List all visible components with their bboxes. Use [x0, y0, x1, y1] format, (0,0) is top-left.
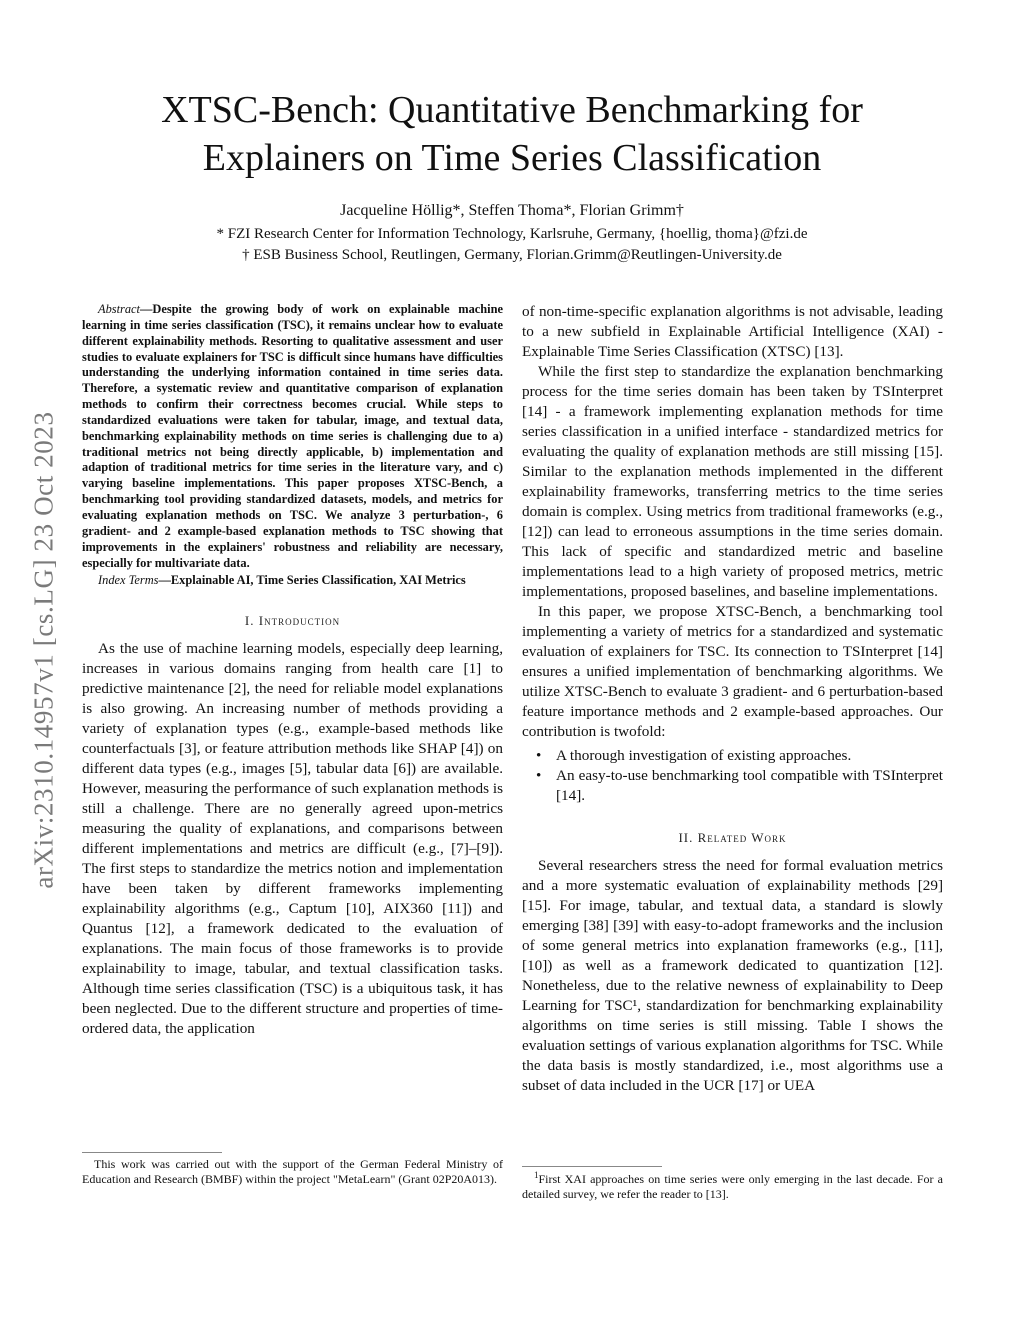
- footnote-1-text: First XAI approaches on time series were only emerging in the last decade. For a detailed survey, we refer the reader to [13].: [522, 1172, 943, 1201]
- index-terms-lead: Index Terms: [98, 573, 159, 588]
- footnote-1: [522, 1172, 943, 1202]
- funding-footnote: This work was carried out with the support of the German Federal Ministry of Education and Research (BMBF) within the project "MetaLearn" (Grant 02P20A013).: [82, 1157, 503, 1186]
- left-column: [82, 302, 503, 1039]
- introduction-paragraph-2: While the first step to standardize the explanation benchmarking process for the time series domain has been taken by TSInterpret [14] - a framework implementing explanation methods for time series classification in a unified interface - standardized metrics for evaluating the quality of explanation methods are still missing [15]. Similar to the explanation methods implemented in the different explainability frameworks, transferring metrics to the time series domain is complex. Using metrics from traditional frameworks (e.g., [12]) can lead to erroneous assumptions in the time series domain. This lack of specific and standardized metric and baseline implementations lead to a high variety of proposed metrics, metric implementations, proposed baselines, and baseline implementations.: [522, 363, 943, 600]
- section-heading-introduction: I. Introduction: [244, 613, 341, 629]
- contribution-list: [522, 746, 943, 806]
- abstract-text: —Despite the growing body of work on explainable machine learning in time series classification (TSC), it remains unclear how to evaluate different explainability methods. Resorting to qualitative assessment and user studies to evaluate explainers for TSC is difficult since humans have difficulties understanding the underlying information contained in time series data. Therefore, a systematic review and quantitative comparison of explanation methods to confirm their correctness becomes crucial. While steps to standardized evaluations were taken for tabular, image, and textual data, benchmarking explainability methods on time series is challenging due to a) traditional metrics not being directly applicable, b) implementation and adaption of traditional metrics for time series in the literature vary, and c) varying baseline implementations. This paper proposes XTSC-Bench, a benchmarking tool providing standardized datasets, models, and metrics for evaluating explanation methods on TSC. We analyze 3 perturbation-, 6 gradient- and 2 example-based explanation methods to TSC showing that improvements in the explainers' robustness and reliability are necessary, especially for multivariate data.: [82, 302, 503, 570]
- arxiv-stamp-text: arXiv:2310.14957v1 [cs.LG] 23 Oct 2023: [28, 411, 59, 889]
- introduction-paragraph-3: In this paper, we propose XTSC-Bench, a benchmarking tool implementing a variety of metrics for a standardized and systematic evaluation of explainers for TSC. Its connection to TSInterpret [14] ensures a unified implementation of benchmarking algorithms. We utilize XTSC-Bench to evaluate 3 gradient- and 6 perturbation-based feature importance methods and 2 example-based approaches. Our contribution is twofold:: [522, 603, 943, 740]
- section-heading-related-work: II. Related Work: [678, 830, 787, 845]
- paper-title: XTSC-Bench: Quantitative Benchmarking for Explainers on Time Series Classification: [161, 89, 863, 179]
- arxiv-identifier-stamp: [24, 350, 64, 950]
- list-item: • An easy-to-use benchmarking tool compatible with TSInterpret [14].: [556, 766, 943, 806]
- related-work-paragraph: Several researchers stress the need for formal evaluation metrics and a more systematic evaluation of explainability methods [29] [15]. For image, tabular, and textual data, a standard is slowly emerging [38] [39] with easy-to-adopt frameworks and the inclusion of some general metrics into explanation frameworks (e.g., [11], [10]) as well as a framework dedicated to quantization [12]. Nonetheless, due to the relative newness of explainability to Deep Learning for TSC¹, standardization for benchmarking explainability algorithms on time series is still missing. Table I shows the evaluation settings of various explanation algorithms for TSC. While the data basis is mostly standardized, i.e., most algorithms use a subset of data included in the UCR [17] or UEA: [522, 857, 943, 1094]
- list-item: • A thorough investigation of existing approaches.: [556, 746, 943, 766]
- abstract-lead: Abstract: [98, 302, 140, 316]
- right-column: [522, 302, 943, 1096]
- footnote-divider-left: [82, 1152, 222, 1153]
- index-terms-text: —Explainable AI, Time Series Classification, XAI Metrics: [158, 573, 466, 588]
- abstract: [82, 302, 503, 571]
- introduction-paragraph: As the use of machine learning models, especially deep learning, increases in various domains ranging from health care [1] to predictive maintenance [2], the need for reliable model explanations is also growing. An increasing number of methods providing a variety of explanation types (e.g., example-based methods like counterfactuals [3], or feature attribution methods like SHAP [4]) on different data types (e.g., images [5], tabular data [6]) are available. However, measuring the performance of such explanation methods is still a challenge. There are no generally agreed upon-metrics measuring the quality of explanations, and comparisons between different implementations and metrics are difficult (e.g., [7]–[9]). The first steps to standardize the metrics notion and implementation have been taken by different frameworks implementing explainability algorithms (e.g., Captum [10], AIX360 [11]) and Quantus [12], a framework dedicated to the evaluation of explanations. The main focus of those frameworks is to provide explainability to image, tabular, and textual classification tasks. Although time series classification (TSC) is a ubiquitous task, it has been neglected. Due to the different structure and properties of time-ordered data, the application: [82, 640, 503, 1038]
- author-list: Jacqueline Höllig*, Steffen Thoma*, Florian Grimm†: [340, 202, 684, 219]
- introduction-continuation: of non-time-specific explanation algorithms is not advisable, leading to a new subfield in Explainable Artificial Intelligence (XAI) - Explainable Time Series Classification (XTSC) [13].: [522, 303, 943, 360]
- index-terms: [82, 573, 503, 589]
- affiliation-fzi: * FZI Research Center for Information Technology, Karlsruhe, Germany, {hoellig, thoma}@fzi.de: [216, 226, 808, 242]
- footnote-1-marker: 1: [534, 1170, 539, 1180]
- affiliation-esb: † ESB Business School, Reutlingen, Germany, Florian.Grimm@Reutlingen-University.de: [242, 247, 782, 263]
- footnote-divider-right: [522, 1166, 662, 1167]
